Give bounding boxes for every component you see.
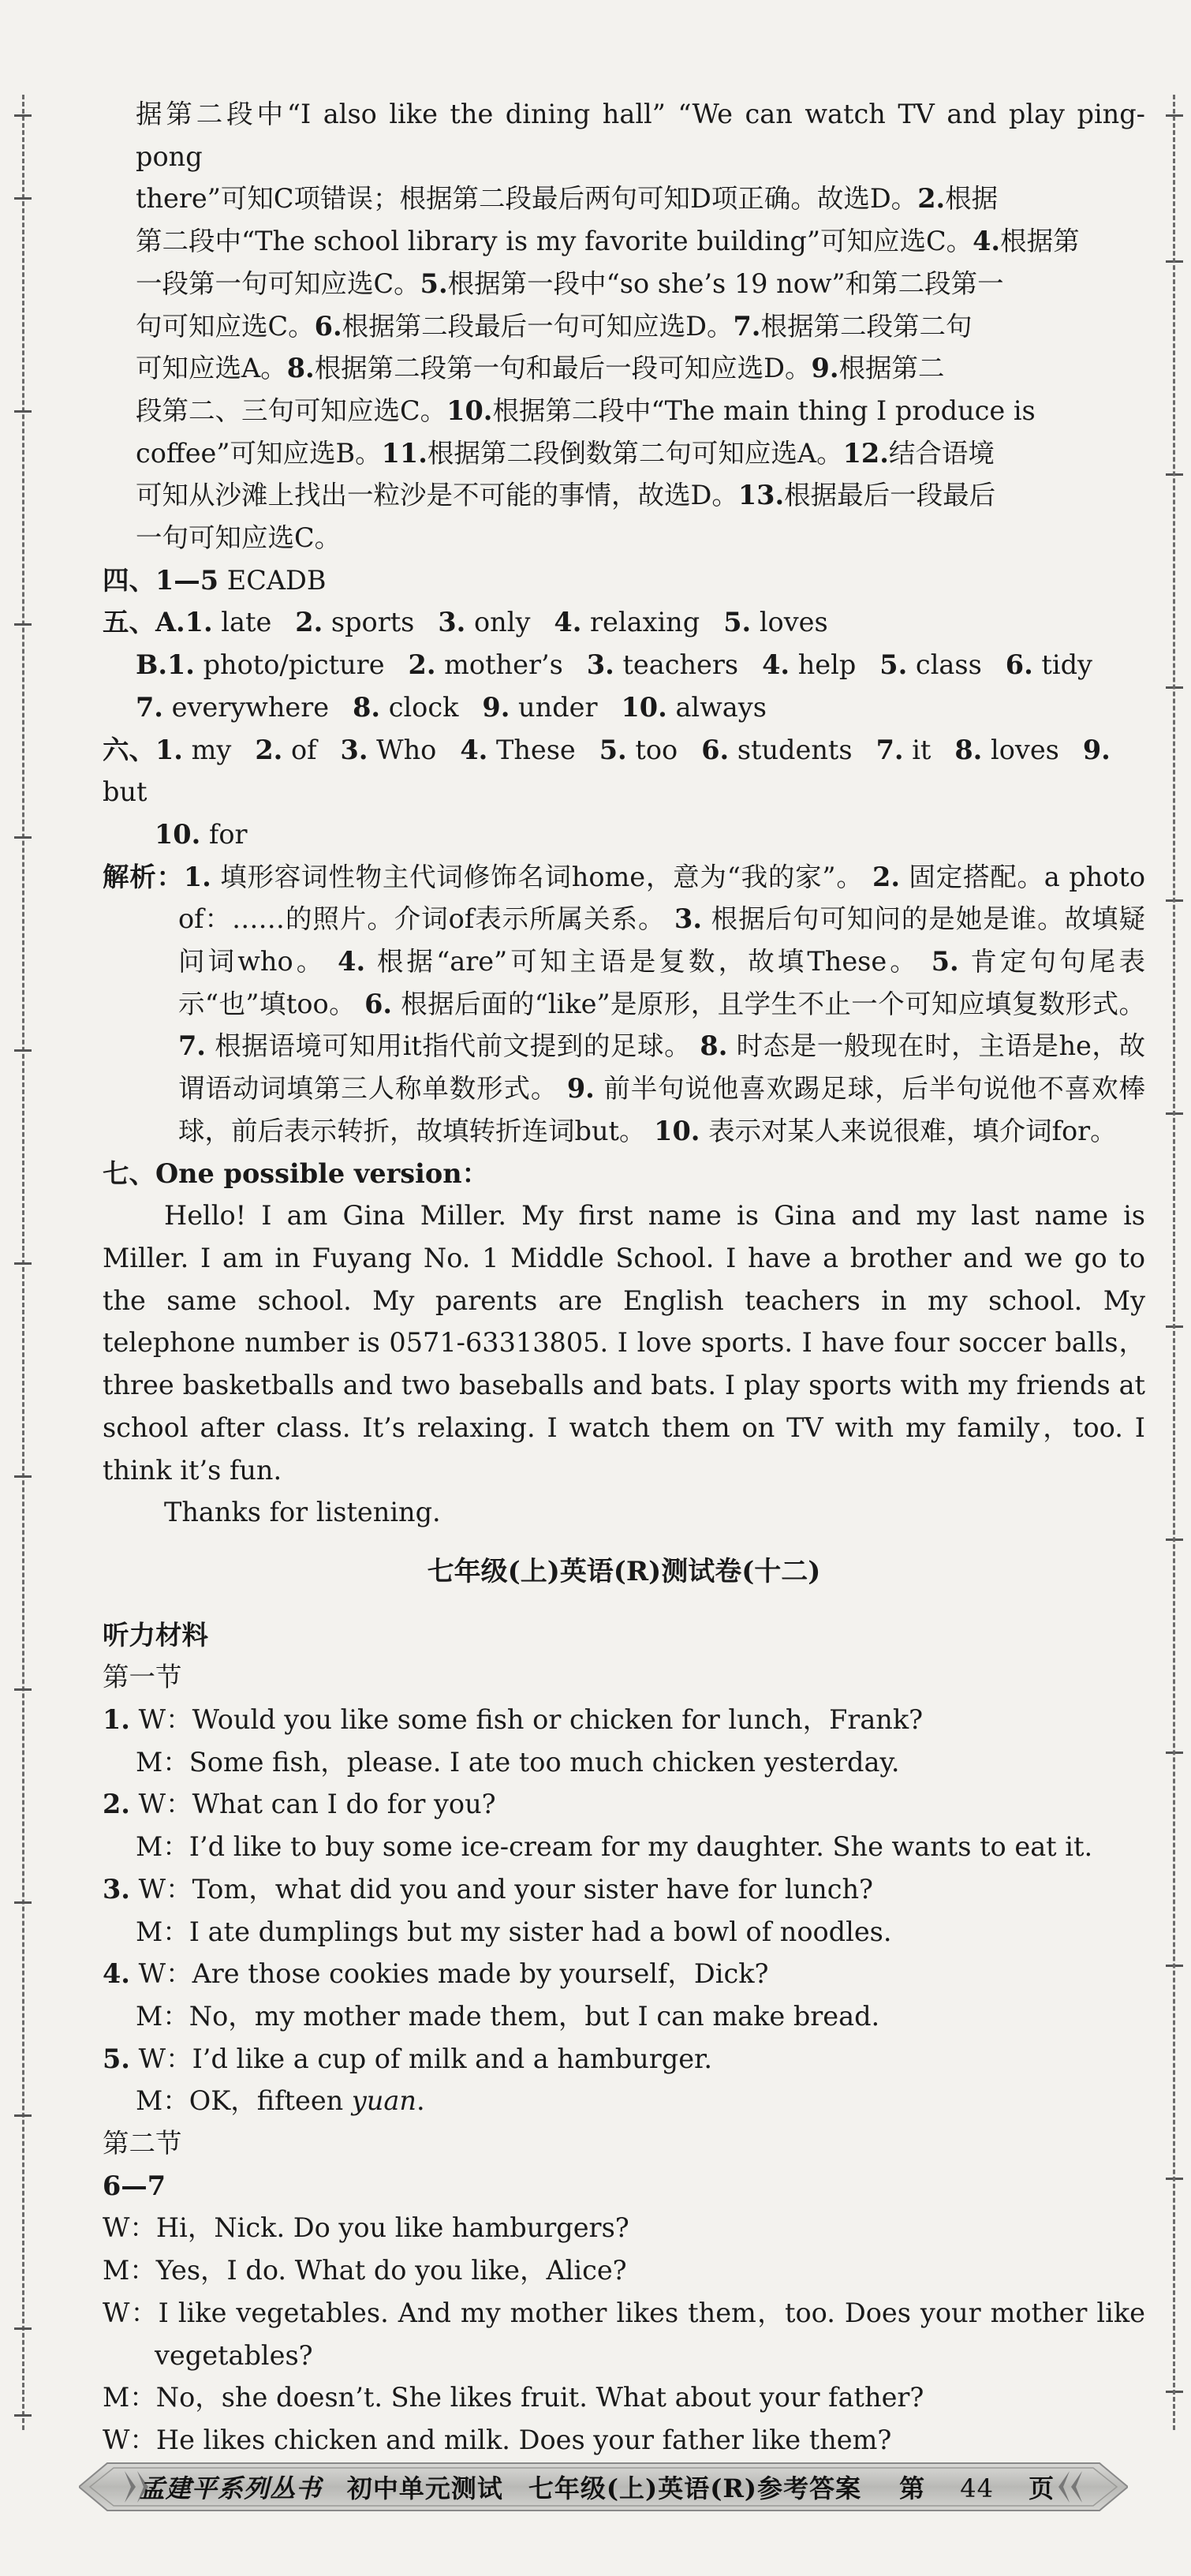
answer-item [762, 649, 856, 680]
item-number: 8. [353, 691, 381, 723]
item-number: 3. [674, 903, 703, 935]
section-5 [103, 601, 1145, 728]
item-number: 3. [103, 1873, 130, 1905]
answer-item [155, 735, 231, 765]
item-number: 5. [599, 734, 627, 765]
dialog-line [103, 1699, 1145, 1741]
explanation: 根据后句可知问的是她是谁。故填疑问词who。 [178, 903, 1145, 978]
answer-item [136, 692, 329, 723]
item-number: 1. [155, 734, 183, 765]
cut-tick [14, 1901, 32, 1904]
series-name: 孟建平系列丛书 [139, 2473, 322, 2503]
item-number: 5. [879, 649, 908, 681]
answer-list [185, 607, 828, 637]
item-number: 2. [408, 649, 436, 681]
explanation: 固定搭配。a photo of：……的照片。介词of表示所属关系。 [178, 861, 1146, 935]
item-answer: These [487, 734, 576, 765]
explanation: 表示对某人来说很难，填介词for。 [700, 1115, 1117, 1146]
dialog-line [103, 2038, 1145, 2081]
item-answer: mother’s [435, 649, 563, 681]
item-range: 6—7 [103, 2170, 166, 2201]
item-number: 8. [700, 1030, 728, 1062]
item-number: 10. [654, 1115, 700, 1146]
item-number: 2. [872, 861, 901, 892]
section-label: 四、 [103, 564, 155, 596]
explanation: 根据“are”可知主语是复数，故填These。 [365, 946, 932, 978]
text-line: 第二段中“The school library is my favorite building”可知应选C。4.根据第 [136, 226, 1080, 257]
item-number: 7. [178, 1030, 206, 1062]
dialog-line: M：No，my mother made them，but I can make bread. [136, 2000, 880, 2032]
subject-name: 七年级(上)英语(R)参考答案 [528, 2473, 862, 2503]
text-line: 可知应选A。8.根据第二段第一句和最后一段可知应选D。9.根据第二 [136, 353, 945, 384]
item-range: 1—5 [155, 564, 219, 596]
answer-list [103, 735, 1111, 808]
cut-tick [14, 836, 32, 839]
page-number: 第 44 页 [899, 2473, 1055, 2503]
item-number: 3. [340, 734, 368, 765]
item-answer: of [282, 734, 317, 765]
listening-heading: 听力材料 [103, 1619, 208, 1651]
answer-item [167, 649, 385, 680]
item-number: 1. [166, 649, 195, 681]
item-answer: but [103, 776, 147, 808]
text-line: 一段第一句可知应选C。5.根据第一段中“so she’s 19 now”和第二段第一 [136, 267, 1004, 299]
explanation: 前半句说他喜欢踢足球，后半句说他不喜欢棒球，前后表示转折，故填转折连词but。 [178, 1073, 1145, 1146]
section-heading: 第二节 [103, 2128, 182, 2159]
item-number: 9. [482, 691, 510, 723]
conversation-line: M：No，she doesn’t. She likes fruit. What about your father? [103, 2382, 924, 2413]
item-answer: relaxing [581, 607, 700, 638]
currency-word: yuan [351, 2085, 416, 2117]
answer-item [295, 607, 414, 637]
text-line: 据第二段中“I also like the dining hall” “We can watch TV and play ping-pong [136, 99, 1145, 172]
item-answer: clock [380, 691, 459, 723]
cut-line-right [1173, 95, 1175, 2430]
item-answer: late [212, 607, 272, 638]
book-name: 初中单元测试 [346, 2473, 503, 2503]
speaker-line: M：OK，fifteen [136, 2085, 352, 2117]
answer-item [954, 735, 1058, 765]
cut-tick [14, 1475, 32, 1478]
text-line: there”可知C项错误；根据第二段最后两句可知D项正确。故选D。2.根据 [136, 183, 999, 215]
answer-list [155, 819, 248, 850]
item-number: 1. [183, 861, 211, 892]
answer-item [554, 607, 700, 637]
cut-tick [14, 1049, 32, 1052]
text-line: 段第二、三句可知应选C。10.根据第二段中“The main thing I produce is [136, 394, 1036, 426]
item-answer: loves [982, 734, 1059, 765]
analysis-text [178, 862, 1145, 1146]
dialog-list [103, 1699, 1145, 2122]
section-6 [103, 729, 1145, 856]
item-number: 7. [136, 691, 163, 723]
dialog-line [103, 1783, 1145, 1826]
cut-tick [14, 1688, 32, 1691]
item-answer: it [903, 734, 932, 765]
answer-list [167, 649, 1092, 680]
speaker-line: W：Are those cookies made by yourself，Dick? [129, 1958, 769, 1990]
item-answer: under [510, 691, 598, 723]
item-answer: class [907, 649, 982, 681]
dialog-line: M：I ate dumplings but my sister had a bowl of noodles. [136, 1916, 892, 1947]
analysis [103, 856, 1145, 1153]
item-number: 6. [701, 734, 730, 765]
item-answer: photo/picture [194, 649, 385, 681]
answer-item [723, 607, 827, 637]
essay-closing: Thanks for listening. [164, 1497, 441, 1528]
text-line: 一句可知应选C。 [136, 522, 342, 554]
dialog-line [103, 1953, 1145, 1995]
part-label: A. [155, 607, 185, 638]
conversation [103, 2207, 1145, 2461]
item-number: 10. [155, 818, 201, 850]
explanation: 填形容词性物主代词修饰名词home，意为“我的家”。 [211, 861, 873, 892]
cut-tick [14, 2414, 32, 2417]
item-number: 3. [586, 649, 614, 681]
cut-tick [14, 1262, 32, 1265]
item-number: 9. [566, 1073, 595, 1105]
item-number: 8. [954, 734, 983, 765]
item-number: 4. [103, 1958, 130, 1990]
item-number: 7. [876, 734, 904, 765]
cut-tick [14, 2114, 32, 2117]
conversation-line: M：Yes，I do. What do you like，Alice? [103, 2255, 627, 2286]
item-number: 6. [364, 988, 393, 1019]
answer-item [460, 735, 575, 765]
item-number: 6. [1005, 649, 1033, 681]
text-line: coffee”可知应选B。11.根据第二段倒数第二句可知应选A。12.结合语境 [136, 437, 995, 469]
section-label: 七、 [103, 1157, 155, 1189]
answer-item [622, 692, 767, 723]
cut-tick [14, 2327, 32, 2330]
answer-item [482, 692, 597, 723]
cut-tick [14, 114, 32, 117]
item-answer: everywhere [162, 691, 330, 723]
section-heading: One possible version： [155, 1157, 489, 1189]
item-number: 9. [1082, 734, 1111, 765]
item-answer: teachers [614, 649, 739, 681]
speaker-line: W：What can I do for you? [129, 1789, 496, 1820]
item-number: 4. [554, 607, 582, 638]
item-answer: for [200, 818, 248, 850]
cut-tick [14, 410, 32, 413]
dialog-line: M：I’d like to buy some ice-cream for my daughter. She wants to eat it. [136, 1831, 1093, 1863]
speaker-line: W：I’d like a cup of milk and a hamburger. [129, 2043, 713, 2074]
dialog-line: M：Some fish，please. I ate too much chicken yesterday. [136, 1746, 900, 1778]
answer-item [255, 735, 316, 765]
section-5b-cont [103, 686, 1145, 729]
item-number: 2. [103, 1789, 130, 1820]
conversation-line: W：He likes chicken and milk. Does your father like them? [103, 2424, 892, 2455]
item-answer: help [790, 649, 857, 681]
answer-item [409, 649, 563, 680]
item-number: 3. [438, 607, 466, 638]
section-heading: 第一节 [103, 1662, 182, 1693]
explanation: 根据后面的“like”是原形，且学生不止一个可知应填复数形式。 [392, 988, 1146, 1019]
answer-item [701, 735, 852, 765]
item-number: 5. [723, 607, 752, 638]
section-4 [103, 559, 1145, 602]
item-answer: Who [368, 734, 437, 765]
analysis-label: 解析： [103, 861, 184, 892]
section-label: 五、 [103, 607, 155, 638]
answer-item [879, 649, 981, 680]
conversation-line: W：Hi，Nick. Do you like hamburgers? [103, 2212, 629, 2244]
answer-list [136, 692, 767, 723]
item-answer: my [182, 734, 232, 765]
answer-item [185, 607, 272, 637]
cut-tick [14, 623, 32, 626]
item-number: 10. [621, 691, 667, 723]
test-title: 七年级(上)英语(R)测试卷(十二) [427, 1555, 821, 1587]
item-answer: only [465, 607, 531, 638]
cut-tick [14, 197, 32, 200]
explanation: 根据语境可知用it指代前文提到的足球。 [205, 1030, 700, 1062]
item-number: 1. [185, 607, 213, 638]
part-label: B. [136, 649, 167, 681]
answer-item [587, 649, 738, 680]
section-5a [103, 601, 1145, 644]
item-answer: sports [323, 607, 415, 638]
speaker-line: W：Would you like some fish or chicken for lunch，Frank? [129, 1704, 924, 1736]
item-number: 2. [255, 734, 283, 765]
page-footer [79, 2460, 1128, 2514]
item-number: 1. [103, 1704, 130, 1736]
answer-item [1006, 649, 1092, 680]
punctuation: . [416, 2085, 425, 2117]
essay-paragraph: Hello! I am Gina Miller. My first name is Gina and my last name is Miller. I am in Fuyang No. 1 Middle School. I have a brother and we go to the same school. My parents are English teachers in my school. My telephone number is 0571-63313805. I love sports. I have four soccer balls，three basketballs and two baseballs and bats. I play sports with my friends at school after class. It’s relaxing. I watch them on TV with my family，too. I think it’s fun. [103, 1200, 1145, 1486]
reading-explanation [103, 93, 1145, 559]
text-line: 可知从沙滩上找出一粒沙是不可能的事情，故选D。13.根据最后一段最后 [136, 480, 996, 511]
item-number: 4. [338, 946, 366, 978]
footer-text [79, 2460, 1128, 2514]
item-answer: students [729, 734, 853, 765]
section-7 [103, 1153, 1145, 1534]
answer-item [155, 819, 248, 850]
explanation: 肯定句句尾表示“也”填too。 [178, 946, 1145, 1019]
answer-item [341, 735, 437, 765]
item-answer: too [626, 734, 678, 765]
speaker-line: W：Tom，what did you and your sister have for lunch? [129, 1873, 874, 1905]
answer-text: ECADB [218, 564, 327, 596]
answer-item [599, 735, 678, 765]
answer-item [438, 607, 530, 637]
item-number: 4. [762, 649, 790, 681]
item-number: 2. [295, 607, 323, 638]
item-number: 4. [460, 734, 488, 765]
item-answer: loves [751, 607, 828, 638]
section-label: 六、 [103, 734, 155, 765]
conversation-line: W：I like vegetables. And my mother likes them，too. Does your mother like vegetables? [103, 2297, 1145, 2371]
item-number: 5. [103, 2043, 130, 2074]
section-5b [103, 644, 1145, 686]
text-line: 句可知应选C。6.根据第二段最后一句可知应选D。7.根据第二段第二句 [136, 310, 973, 342]
item-answer: tidy [1032, 649, 1092, 681]
listening-material [103, 1614, 1145, 2462]
item-answer: always [666, 691, 767, 723]
explanation: 时态是一般现在时，主语是he，故谓语动词填第三人称单数形式。 [178, 1030, 1145, 1105]
answer-item [876, 735, 932, 765]
item-number: 5. [931, 946, 959, 978]
dialog-line [103, 1868, 1145, 1911]
dialog-line [103, 2080, 1145, 2122]
answer-item [353, 692, 458, 723]
answer-page [103, 93, 1145, 2462]
